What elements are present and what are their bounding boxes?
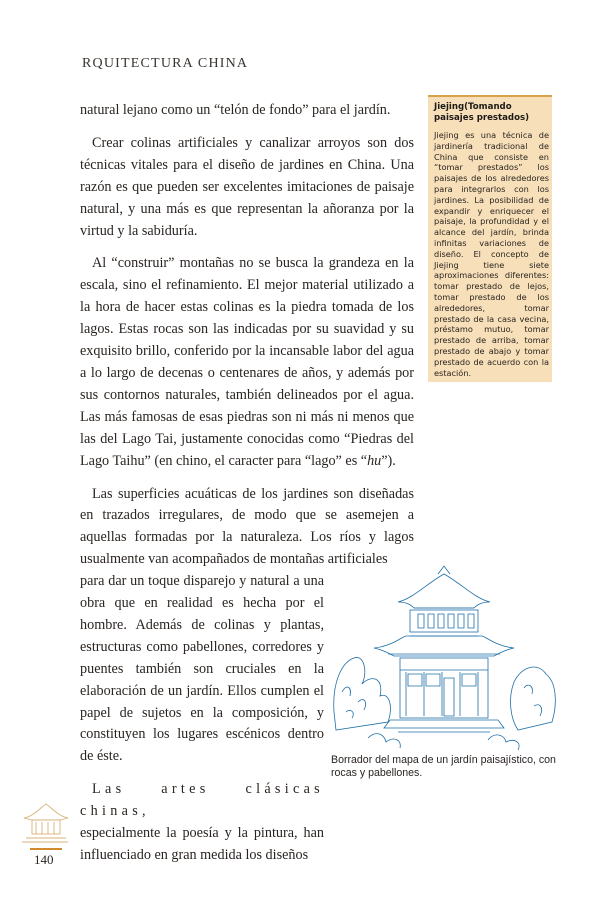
pavilion-illustration — [328, 562, 560, 752]
paragraph-5-first-line: Las artes clásicas chinas, — [80, 781, 324, 820]
paragraph-3 — [80, 253, 414, 472]
sidebar-text: Jiejing es una técnica de jardinería tradicional de China que consiste en “tomar prestados” los paisajes de los alrededores para integrarlos con los jardines. La posibilidad de expandir y enriquecer el paisaje, la profundidad y el alcance del jardín, brinda infinitas variaciones de diseño. El concepto de Jiejing tiene siete aproximaciones diferentes: tomar prestado de lejos, tomar prestado de los alrededores, tomar prestado de la casa vecina, préstamo mutuo, tomar prestado de arriba, tomar prestado de abajo y tomar prestado de acuerdo con la estación. — [434, 130, 549, 378]
page-number: 140 — [34, 852, 54, 867]
corner-pavilion-ornament — [20, 800, 70, 844]
paragraph-1: natural lejano como un “telón de fondo” para el jardín. — [80, 102, 391, 118]
paragraph-4-wide: Las superficies acuáticas de los jardines son diseñadas en trazados irregulares, de modo que se asemejen a aquellas formadas por la naturaleza. Los ríos y lagos usualmente van acompañados de montañas artificiales — [80, 485, 414, 568]
running-header: RQUITECTURA CHINA — [82, 56, 249, 71]
jiejing-sidebar-box — [428, 95, 552, 382]
paragraph-5-rest: especialmente la poesía y la pintura, han influenciado en gran medida los diseños — [80, 825, 324, 863]
sidebar-title: Jiejing(Tomando paisajes prestados) — [434, 102, 530, 123]
paragraph-4-narrow: para dar un toque disparejo y natural a una obra que en realidad es hecha por el hombre. Además de colinas y plantas, estructuras como pabellones, corredores y puentes también son cruciales en la elaboración de un jardín. Ellos cumplen el papel de sujetos en la composición, y constituyen los lugares escénicos dentro de éste. — [80, 573, 324, 765]
folio-rule — [30, 848, 62, 850]
paragraph-3-italic: hu — [367, 452, 382, 469]
paragraph-3-end: ”). — [381, 452, 396, 469]
figure-caption: Borrador del mapa de un jardín paisajístico, con rocas y pabellones. — [331, 754, 556, 780]
paragraph-3-text: Al “construir” montañas no se busca la grandeza en la escala, sino el refinamiento. El mejor material utilizado a la hora de hacer estas colinas es la piedra tomada de los lagos. Estas rocas son las indicadas por su suavidad y su exquisito brillo, conferido por la incansable labor del agua a lo largo de decenas o centenares de años, y además por sus contornos naturales, también delineados por el agua. Las más famosas de esas piedras son ni más ni menos que las del Lago Tai, justamente conocidas como “Piedras del Lago Taihu” (en chino, el caracter para “lago” es “ — [80, 255, 414, 469]
paragraph-2: Crear colinas artificiales y canalizar arroyos son dos técnicas vitales para el diseño de jardines en China. Una razón es que pueden ser excelentes imitaciones de paisaje natural, y una más es que representan la añoranza por la virtud y la sabiduría. — [80, 134, 414, 239]
